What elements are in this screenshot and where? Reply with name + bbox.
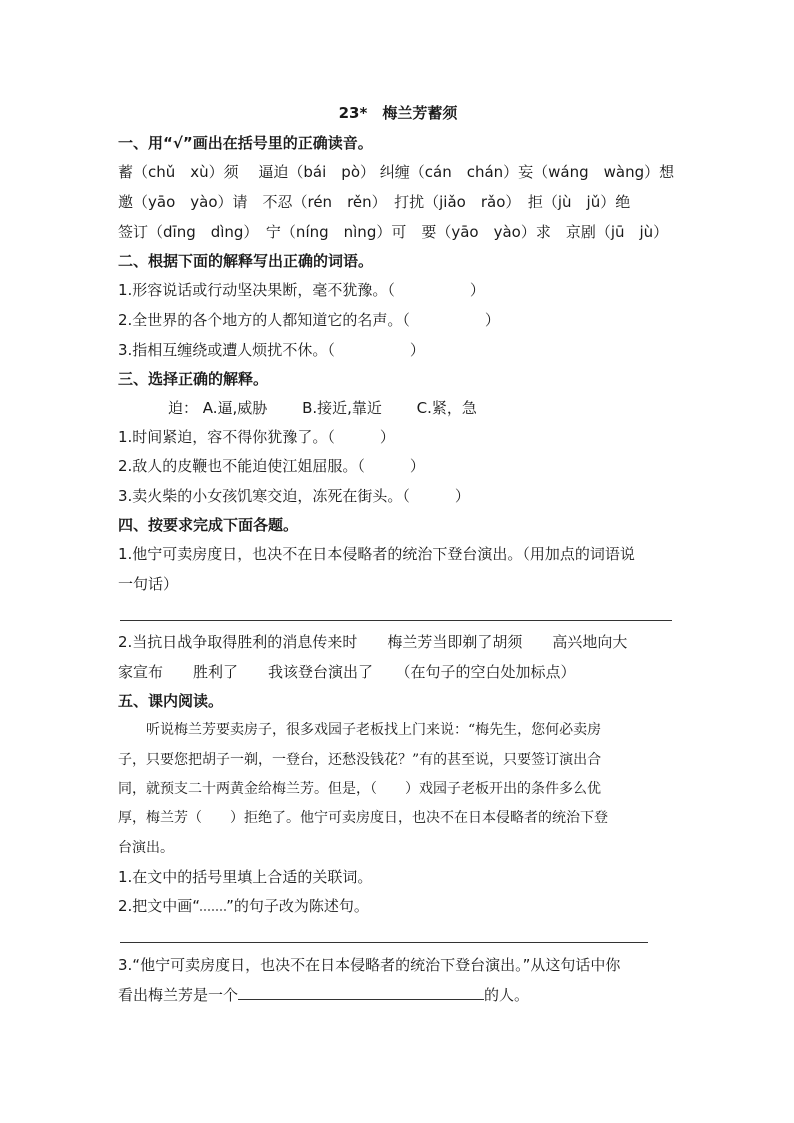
section2-item-1: 1.形容说话或行动坚决果断，毫不犹豫。（ ） <box>118 281 485 299</box>
passage-line-5: 台演出。 <box>118 840 174 856</box>
section5-q2 <box>118 896 678 916</box>
section2-item-2: 2.全世界的各个地方的人都知道它的名声。（ ） <box>118 311 500 329</box>
section3-heading: 三、选择正确的解释。 <box>118 370 269 388</box>
section5-q3-line1: 3.“他宁可卖房度日，也决不在日本侵略者的统治下登台演出。”从这句话中你 <box>118 956 621 974</box>
passage-line-1: 听说梅兰芳要卖房子，很多戏园子老板找上门来说：“梅先生，您何必卖房 <box>118 722 602 738</box>
section4-q1-line2: 一句话） <box>118 575 179 593</box>
passage-line-2: 子，只要您把胡子一剃，一登台，还愁没钱花？”有的甚至说，只要签订演出合 <box>118 752 602 768</box>
section4-q1-line1: 1.他宁可卖房度日，也决不在日本侵略者的统治下登台演出。（用加点的词语说 <box>118 545 635 563</box>
section4-q2-line1: 2.当抗日战争取得胜利的消息传来时 梅兰芳当即剃了胡须 高兴地向大 <box>118 633 628 651</box>
section2-item-3: 3.指相互缠绕或遭人烦扰不休。（ ） <box>118 341 425 359</box>
section3-item-1: 1.时间紧迫，容不得你犹豫了。（ ） <box>118 428 395 446</box>
section5-q3-before: 看出梅兰芳是一个 <box>118 986 239 1004</box>
answer-blank-q3[interactable] <box>238 985 484 1000</box>
page-title: 23* 梅兰芳蓄须 <box>338 104 458 122</box>
section3-options: 迫： A.逼,威胁 B.接近,靠近 C.紧，急 <box>168 399 477 417</box>
wavy-underline-mark <box>200 899 226 911</box>
section5-q3-after: 的人。 <box>484 986 530 1004</box>
passage-line-4: 厚，梅兰芳（ ）拒绝了。他宁可卖房度日，也决不在日本侵略者的统治下登 <box>118 810 608 826</box>
passage-line-3: 同，就预支二十两黄金给梅兰芳。但是，（ ）戏园子老板开出的条件多么优 <box>118 781 601 797</box>
answer-line-q2[interactable] <box>120 942 648 943</box>
section1-heading: 一、用“√”画出在括号里的正确读音。 <box>118 134 373 152</box>
section5-heading: 五、课内阅读。 <box>118 692 224 710</box>
section5-q2-before: 2.把文中画“ <box>118 897 201 915</box>
section5-q1: 1.在文中的括号里填上合适的关联词。 <box>118 868 373 886</box>
section4-q2-line2: 家宣布 胜利了 我该登台演出了 （在句子的空白处加标点） <box>118 663 576 681</box>
pinyin-line-2: 邀（yāo yào）请 不忍（rén rěn） 打扰（jiǎo rǎo） 拒（jù jǔ）绝 <box>118 193 631 211</box>
section5-q2-after: ”的句子改为陈述句。 <box>226 897 369 915</box>
section4-heading: 四、按要求完成下面各题。 <box>118 516 299 534</box>
answer-line-q1[interactable] <box>120 620 672 621</box>
section3-item-2: 2.敌人的皮鞭也不能迫使江姐屈服。（ ） <box>118 457 425 475</box>
pinyin-line-3: 签订（dīng dìng） 宁（níng nìng）可 要（yāo yào）求 京剧（jū jù） <box>118 223 669 241</box>
section3-item-3: 3.卖火柴的小女孩饥寒交迫，冻死在街头。（ ） <box>118 487 470 505</box>
section2-heading: 二、根据下面的解释写出正确的词语。 <box>118 252 374 270</box>
pinyin-line-1: 蓄（chǔ xù）须 逼迫（bái pò） 纠缠（cán chán）妄（wáng wàng）想 <box>118 163 675 181</box>
section5-q3-line2 <box>118 985 678 1005</box>
